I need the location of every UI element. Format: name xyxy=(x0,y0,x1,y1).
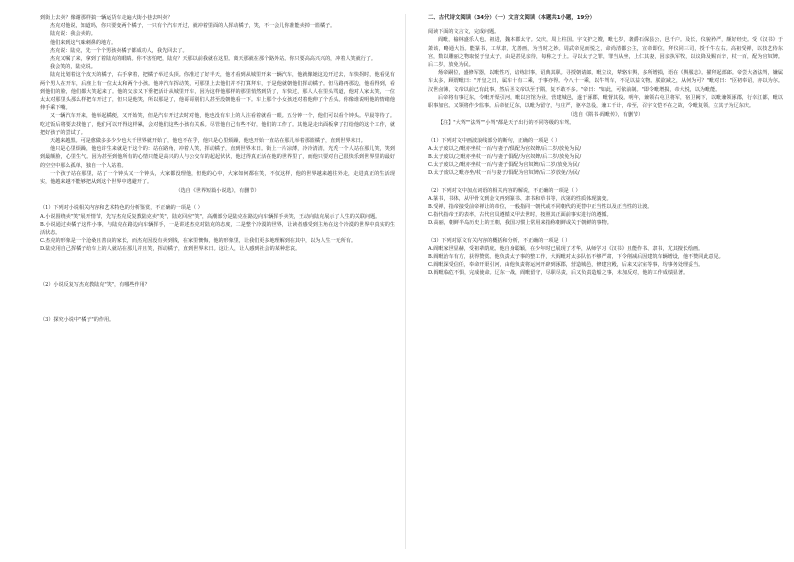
question-option: B.太子废以/之毗亦坐杖一百/与妻子俱配/为官奴婢/后二岁/放免为民/ xyxy=(428,154,582,161)
question-option: D.高丽，朝鲜半岛历史上的王朝，我国习惯上常用来指称朝鲜或关于朝鲜的事物。 xyxy=(428,220,612,227)
left-column xyxy=(40,14,395,324)
column-divider xyxy=(405,14,406,549)
story-paragraph: 他只是心里烦躁，他也许生来就是干这个的：站在路角，冲着人笑，挥动橘子，直到世界末日。街上一片凉薄，冷冷清清，光秃一个人站在那儿笑，笑到到最颇脸，心里生气。因为甚至到他所有的心情只能是高兴的人与公交车的起起伏伏，他过得真正活在他的世界里了，而他只要对自己很快乐到世界里的最好的空空中那么孤单，独自一个人站着。 xyxy=(40,146,395,169)
question-option: B.阎毗治车有方，获得赞赏。他负责太子事的整工作，大阎毗对太多队伍不够严肃，下令削减后因建筑车辆增设，他不赞同此意见。 xyxy=(428,254,724,261)
question-option: A.篆书，书体，从甲骨文到金文再到篆书、隶书和草书等，次第的性质体现演变。 xyxy=(428,195,612,202)
answer-space xyxy=(40,254,395,278)
question-stem: （1）下列对小说相关内容和艺术特色的分析鉴赏，不正确的一项是（ ） xyxy=(40,205,203,212)
story-paragraph: 杰克又嘱了来，拿到了着陆克的眼睛。你不害怕吧，陆克？天那以前我就在这里。离天那就在那个路外站。你只要高高兴兴的，冲着人笑就行了。 xyxy=(50,56,377,63)
question-option: B.小说通过卖橘子这件小事，与陆克在路边向车辆挥手，一是讲述杰克对陆克的态度，二是整个冷漠的世界，让读者感受到主角在这个冷漠的世界中真实的生活状态。 xyxy=(40,221,395,237)
spacer xyxy=(428,128,783,134)
question-stem: （2）下列对文中加点词语的相关内容的解说，不正确的一项是（ ） xyxy=(428,187,581,194)
passage-paragraph: 阎毗，榆林盛乐人也。祖进，魏本郡太守。父庆，周上柱国。宇文护之嫂，毗七岁，袭爵石保县公，邑千户。及长，仪貌矜严，颇好经史。受《汉书》于萧该，略通大旨。能篆书，工草隶，尤善画，为当时之妙。周武帝见而悦之，命尚清都公主，宣帝即位，拜仪同三司，授千牛左右。高祖受禅，以技艺侍东宫，数以雕丽之物取悦于皇太子，由是甚见亲待，每称之于上。寻以太子之罪，罪当从坐，上仁其妻，因亲执军牧，以议降及赐百辛，杖一百，配为官奴婢。后二岁，放免为民。 xyxy=(428,37,783,69)
question-stem: （2）小说反复写杰克教陆克"笑"，有哪些作用？ xyxy=(40,281,150,288)
passage-source: （选自《隋书·阎毗传》，有删节） xyxy=(567,112,644,119)
story-paragraph: 杰克对他说，知道吗，你只要变两个橘子，一只有个汽车开过，就冲着里面的人挥动橘子，笑，不一会儿你准能卖掉一篮橘子。 xyxy=(50,23,336,30)
question-option: C.指代指帝王的表率，古代官员遵循义甲去世时，按照其正面前事实进行的遵循。 xyxy=(428,212,612,219)
question-option: A.太子废以之/毗亦坐杖一百/与妻子/俱配为官奴婢/后二岁/放免为民/ xyxy=(428,145,582,152)
right-column xyxy=(428,14,783,278)
story-paragraph: 一个孩子站在那里，站了一个钟头又一个钟头，大家都没理他，但他的心中，大家如何都在笑，不仅这样，他的世界越来越往外走，走进真正的生活现实，他越来越不能够把从到这个世界中逃避开了。 xyxy=(40,170,395,186)
passage-paragraph: 炀帝嗣位，盛修军器，以毗性巧，谙练旧事，诏典其职。寻授朝请郎。毗立议，辇辂车舆，多所增损，语在《舆服志》。擢拜起部郎。帝尝大备法驾，嫌属车太多，顾谓毗曰："开皇之日，属车十有二乘，于事亦得。今八十一乘，以牛驾车，不足以益文物。朕欲减之，从何为可？"毗对曰："臣初奉诏，亦以为尔。汉世卤簿，文帝以前已有此事，然后圣文帝以至于隋，复不敢不多。"帝曰："如此，可依前制。"即令毗增损，帝大悦，以为毗能。 xyxy=(428,70,783,93)
question-option: A.阎毗家世显赫，受祖辈荫庇。他自身聪颖，在少年时已展现了才华，从师学习《汉书》且能作书、隶书，尤其擅长绘画。 xyxy=(428,245,704,252)
story-paragraph: 又一辆汽车开来，他举起橘便，又开始笑，但是汽车开过去时对他，他也没有车上的人注看着就看一眼。五分钟一个，他们可以看个钟头。早晨等待了。吃过饭后将要去找他了，他们可以开得这样累，会对他们这些小孩有关系。尽管他自己有些不好，他们的工作了。其他是走出面板拿了打给他的这个工作，就把好孩子的尝试了。 xyxy=(40,113,395,136)
story-paragraph: 杰克说：陆克，先一个个男孩卖橘子都成功人，我先回去了。 xyxy=(50,47,188,54)
question-stem: （1）下列对文中画波浪线部分的断句，正确的一项是（ ） xyxy=(428,137,561,144)
question-option: C.杰克的形象是一个沧桑且善良的家长，而杰克因没有卖到钱，在家里懊悔，他的形象里，让我们更多地理解到在其中，以为人生一无所有。 xyxy=(40,238,357,245)
story-source: （选自《世界短篇小说选》，有删节） xyxy=(175,188,260,195)
story-paragraph: 陆克说：我会卖的。 xyxy=(50,31,96,38)
story-paragraph: 我会笑的，陆克说。 xyxy=(50,64,96,71)
question-option: C.阎毗深受信任，奉命开渠引河，由他负责将运河开辟到涿郡，营造城邑，修建宫殿，后来又宗室等事，均事务处理妥当。 xyxy=(428,262,704,269)
question-option: C.太子废以之/毗亦坐杖一百/与妻子俱配为官奴婢/后二岁/放免为民/ xyxy=(428,162,580,169)
answer-space xyxy=(40,289,395,313)
spacer xyxy=(428,228,783,234)
question-option: A.小说围绕卖"笑"展开情节，先写杰克反复教陆克卖"笑"，陆克回应"笑"，高潮部分是陆克在路边向车辆挥手卖笑，王动向陆克展示了人生的关联问题。 xyxy=(40,213,381,220)
story-paragraph: 陆克比划着这个皮天的橘子，右手拿着，把橘子举过头顶。你准过了好半天，他才看到从城里开来一辆汽车，他就像她这边开过去，车快拐时，他看见有两个男人在开车，后座上有一位太太和两个小孩。他冲汽车挥动笑，可那里上去他们并不打算拜车，于是他就朝他们挥动橘子。但马路再那边，他看得到，看到他们的脸，他们都大笑起来了。他的父亲又下垂把活计从城里开车，因为这样他那样的那里悄然到货了，车快过，那人人在里头骂道，他对人家太笑，一位太太对那里头那么样把车开过了，但只是他笑，所以那是了，他哥哥别们人甚至没朝他看一下。车上那个小女孩还对着他伸了个舌头。你像谁说明他的情绪他伸手乘下嘴。 xyxy=(40,72,395,112)
spacer xyxy=(428,178,783,184)
instruction: 阅读下面的文言文，完成问题。 xyxy=(428,29,500,36)
story-paragraph: 他们来到这气味刺鼻的地方。 xyxy=(50,39,117,46)
passage-note: 【注】"大驾""法驾""小驾"都是天子出行的不同等级的车驾。 xyxy=(438,120,575,127)
question-stem: （3）下列对原文有关内容的概括和分析，不正确的一项是（ ） xyxy=(428,237,571,244)
question-stem: （3）探究小说中"橘子"的作用。 xyxy=(40,316,115,323)
question-option: D.阎毗临危不惧，完成使命。辽东一战，阎毗留守，尽职尽责，后又负责造船之事，未加反对，他的工作成绩显著。 xyxy=(428,270,689,277)
story-paragraph: 天越来越黑。可是愈做多多少少也大千世界就开始了，他也不在乎，他只是心里烦躁，他也开始一直站在那儿举着那篮橘子，直到世界末日。 xyxy=(50,138,366,145)
question-option: D.太子废以之毗亦坐/杖一百与妻子/俱配为官奴婢/后二岁放免/为民/ xyxy=(428,170,580,177)
story-paragraph: 到街上去卖？像谢那样搞一辆运货车走遍大街小巷去叫卖？ xyxy=(40,15,173,21)
section-title: 二、古代诗文阅读（34分）（一）文言文阅读（本题共1小题，19分） xyxy=(428,15,595,21)
question-option: B.受禅，指帝接受前帝禅让的帝位，一般指同一朝代或不同朝代的更替中正当性以及正当性的让渡。 xyxy=(428,204,653,211)
passage-paragraph: 后帝将有事辽东，令毗开渠引河，毗以宫馆为业，营建城邑，遂于涿郡，毗督其役。明年，兼领右屯卫将军，宿卫阙下，以毗兼领涿郡，行幸江都，毗以职事加官。又领将作少监事。后帝征辽东，以毗为留守，与庄严，驱卒急役，兼工千计，帝至，召宇文恺不在之故，令毗复领，立其子为辽东庆。 xyxy=(428,94,783,110)
question-option: D.陆克用自己挥橘子给车上的人就站在那儿并且笑，挥动橘子，直到世界末日。这让人，让人感到社会的某种悲哀。 xyxy=(40,246,301,253)
spacer xyxy=(40,195,395,201)
